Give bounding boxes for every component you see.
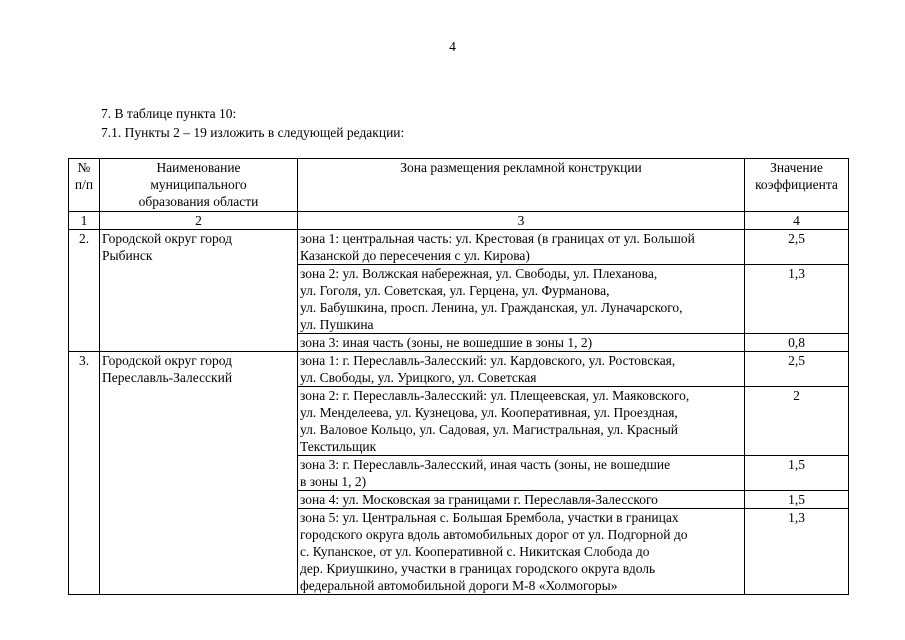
header-zone: Зона размещения рекламной конструкции xyxy=(298,159,745,212)
coefficient-value: 2 xyxy=(745,387,849,456)
zone-description: зона 3: г. Переславль-Залесский, иная часть (зоны, не вошедшие в зоны 1, 2) xyxy=(298,456,745,491)
zone-description: зона 1: г. Переславль-Залесский: ул. Кардовского, ул. Ростовская, ул. Свободы, ул. Урицкого, ул. Советская xyxy=(298,352,745,387)
zone-description: зона 1: центральная часть: ул. Крестовая (в границах от ул. Большой Казанской до пересечения с ул. Кирова) xyxy=(298,230,745,265)
header-num: № п/п xyxy=(69,159,100,212)
table-header-row xyxy=(69,159,849,212)
municipality-name: Городской округ город Рыбинск xyxy=(100,230,298,352)
column-number: 3 xyxy=(298,212,745,230)
row-number: 3. xyxy=(69,352,100,595)
intro-line-2: 7.1. Пункты 2 – 19 изложить в следующей редакции: xyxy=(101,125,405,140)
zone-description: зона 5: ул. Центральная с. Большая Брембола, участки в границах городского округа вдоль автомобильных дорог от ул. Подгорной до с. Купанское, от ул. Кооперативной с. Никитская Слобода до дер. Криушкино, участки в границах городского округа вдоль федеральной автомобильной дороги М-8 «Холмогоры» xyxy=(298,509,745,595)
coefficient-value: 2,5 xyxy=(745,352,849,387)
zone-description: зона 4: ул. Московская за границами г. Переславля-Залесского xyxy=(298,491,745,509)
coefficient-value: 1,5 xyxy=(745,456,849,491)
intro-line-1: 7. В таблице пункта 10: xyxy=(101,106,237,121)
coefficient-value: 2,5 xyxy=(745,230,849,265)
header-coef: Значение коэффициента xyxy=(745,159,849,212)
coefficient-value: 1,5 xyxy=(745,491,849,509)
municipality-name: Городской округ город Переславль-Залесский xyxy=(100,352,298,595)
table-row xyxy=(69,352,849,387)
column-number-row xyxy=(69,212,849,230)
page-number: 4 xyxy=(449,39,456,54)
header-name: Наименование муниципального образования области xyxy=(100,159,298,212)
table-row xyxy=(69,230,849,265)
zone-description: зона 2: ул. Волжская набережная, ул. Свободы, ул. Плеханова, ул. Гоголя, ул. Советская, ул. Герцена, ул. Фурманова, ул. Бабушкина, просп. Ленина, ул. Гражданская, ул. Луначарского, ул. Пушкина xyxy=(298,265,745,334)
zone-description: зона 3: иная часть (зоны, не вошедшие в зоны 1, 2) xyxy=(298,334,745,352)
column-number: 4 xyxy=(745,212,849,230)
coefficient-value: 1,3 xyxy=(745,265,849,334)
zone-description: зона 2: г. Переславль-Залесский: ул. Плещеевская, ул. Маяковского, ул. Менделеева, ул. Кузнецова, ул. Кооперативная, ул. Проездная, ул. Валовое Кольцо, ул. Садовая, ул. Магистральная, ул. Красный Текстильщик xyxy=(298,387,745,456)
coefficient-value: 1,3 xyxy=(745,509,849,595)
column-number: 2 xyxy=(100,212,298,230)
column-number: 1 xyxy=(69,212,100,230)
coefficient-value: 0,8 xyxy=(745,334,849,352)
intro-text xyxy=(101,104,404,142)
row-number: 2. xyxy=(69,230,100,352)
coefficient-table xyxy=(68,158,849,595)
